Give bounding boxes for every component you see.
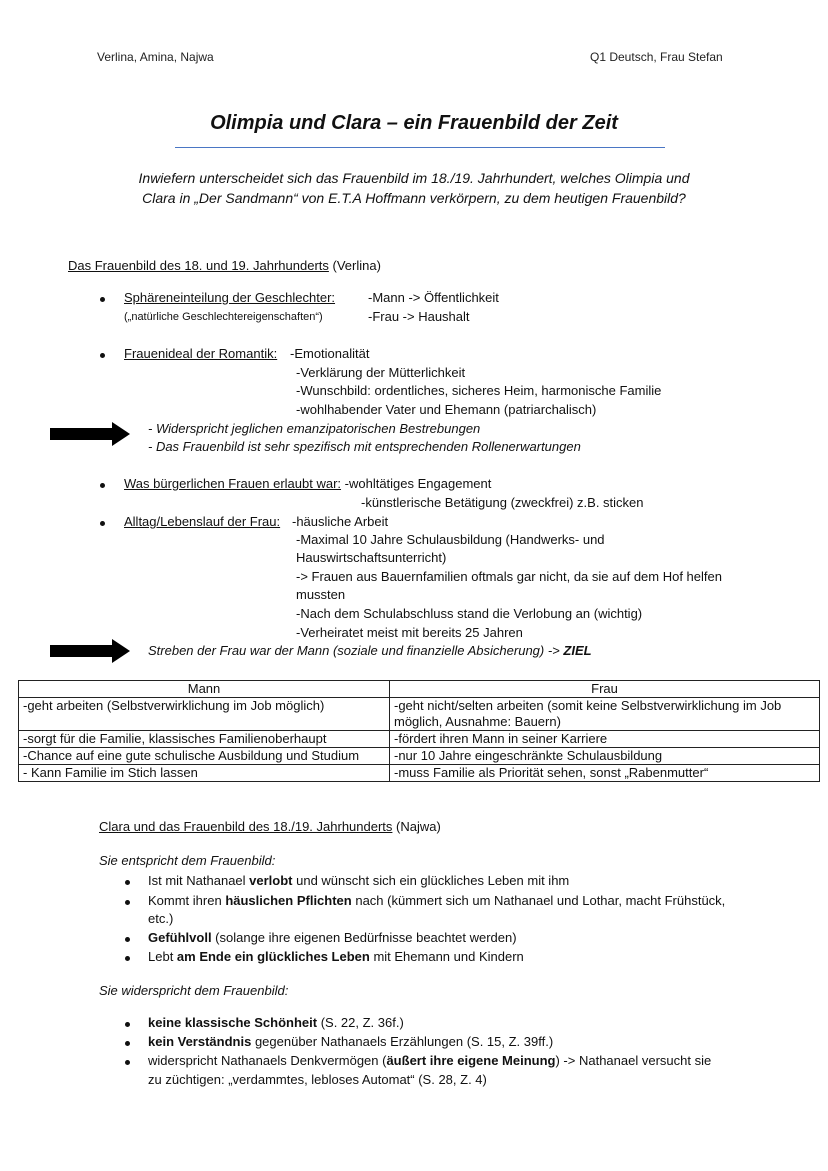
daily-line-6: -Nach dem Schulabschluss stand die Verlobung an (wichtig) [296, 606, 643, 621]
table-cell: -sorgt für die Familie, klassisches Familienoberhaupt [19, 731, 390, 748]
allowed-line-2: -künstlerische Betätigung (zweckfrei) z.B. sticken [361, 495, 644, 510]
section1-heading [68, 258, 381, 273]
contradicts-item-1 [148, 1015, 404, 1030]
item-bold: am Ende ein glückliches Leben [176, 949, 370, 964]
daily-line-3: Hauswirtschaftsunterricht) [296, 550, 447, 565]
bullet-icon [125, 1060, 130, 1065]
corresponds-item-4 [148, 949, 524, 964]
table-row [19, 698, 820, 731]
corresponds-item-3 [148, 930, 517, 945]
item-bold: kein Verständnis [148, 1034, 252, 1049]
table-cell: -Chance auf eine gute schulische Ausbildung und Studium [19, 748, 390, 765]
spheres-line-1: -Mann -> Öffentlichkeit [368, 290, 499, 305]
daily-line-7: -Verheiratet meist mit bereits 25 Jahren [296, 625, 523, 640]
bullet-icon [125, 1041, 130, 1046]
item-text: Lebt [148, 949, 177, 964]
contradicts-item-2 [148, 1034, 553, 1049]
item-text: und wünscht sich ein glückliches Leben mit ihm [292, 873, 570, 888]
item-bold: keine klassische Schönheit [148, 1015, 318, 1030]
comparison-table [18, 680, 820, 782]
item-text: ) -> Nathanael versucht sie [555, 1053, 712, 1068]
item-text: widerspricht Nathanaels Denkvermögen ( [148, 1053, 387, 1068]
spheres-line-2: -Frau -> Haushalt [368, 309, 470, 324]
conclusion1-line-2: - Das Frauenbild ist sehr spezifisch mit entsprechenden Rollenerwartungen [148, 439, 581, 454]
header-authors: Verlina, Amina, Najwa [97, 50, 214, 64]
item-bold: Gefühlvoll [148, 930, 212, 945]
item-text: Ist mit Nathanael [148, 873, 250, 888]
bullet-icon [125, 937, 130, 942]
bullet-icon [125, 880, 130, 885]
corresponds-item-2 [148, 893, 725, 908]
item-bold: äußert ihre eigene Meinung [386, 1053, 556, 1068]
ideal-line-2: -Verklärung der Mütterlichkeit [296, 365, 466, 380]
conclusion2-goal: ZIEL [563, 643, 592, 658]
table-cell: -muss Familie als Priorität sehen, sonst „Rabenmutter“ [390, 765, 820, 782]
right-arrow-icon [50, 422, 132, 446]
bullet-icon [125, 900, 130, 905]
contradicts-item-3 [148, 1053, 711, 1068]
table-header-row [19, 681, 820, 698]
table-header-mann: Mann [19, 681, 390, 698]
bullet-icon [100, 521, 105, 526]
table-row [19, 731, 820, 748]
bullet-icon [125, 956, 130, 961]
item-text: Kommt ihren [148, 893, 226, 908]
question-line-1: Inwiefern unterscheidet sich das Frauenbild im 18./19. Jahrhundert, welches Olimpia und [138, 170, 690, 186]
spheres-sublabel: („natürliche Geschlechtereigenschaften“) [124, 311, 323, 323]
ideal-line-1: -Emotionalität [290, 346, 370, 361]
ideal-line-4: -wohlhabender Vater und Ehemann (patriarchalisch) [296, 402, 597, 417]
conclusion1-line-1: - Widerspricht jeglichen emanzipatorischen Bestrebungen [148, 421, 481, 436]
ideal-label: Frauenideal der Romantik: [124, 346, 278, 361]
item-text: mit Ehemann und Kindern [369, 949, 524, 964]
section2-author: (Najwa) [396, 819, 441, 834]
corresponds-item-1 [148, 873, 569, 888]
conclusion2 [148, 643, 592, 658]
daily-line-1: -häusliche Arbeit [292, 514, 389, 529]
daily-line-5: mussten [296, 587, 346, 602]
item-text: (S. 22, Z. 36f.) [317, 1015, 404, 1030]
table-cell: -geht arbeiten (Selbstverwirklichung im Job möglich) [19, 698, 390, 731]
table-cell: -geht nicht/selten arbeiten (somit keine Selbstverwirklichung im Job möglich, Ausnahme: Bauern) [390, 698, 820, 731]
conclusion2-text: Streben der Frau war der Mann (soziale und finanzielle Absicherung) -> [148, 643, 560, 658]
page-title: Olimpia und Clara – ein Frauenbild der Zeit [210, 112, 618, 134]
contradicts-label: Sie widerspricht dem Frauenbild: [99, 983, 289, 998]
corresponds-item-2-cont: etc.) [148, 911, 174, 926]
table-header-frau: Frau [390, 681, 820, 698]
section2-title: Clara und das Frauenbild des 18./19. Jahrhunderts [99, 819, 393, 834]
bullet-icon [100, 483, 105, 488]
allowed-label: Was bürgerlichen Frauen erlaubt war: [124, 476, 342, 491]
ideal-line-3: -Wunschbild: ordentliches, sicheres Heim, harmonische Familie [296, 383, 662, 398]
section2-heading [99, 819, 441, 834]
section1-author: (Verlina) [332, 258, 381, 273]
section1-title: Das Frauenbild des 18. und 19. Jahrhunderts [68, 258, 329, 273]
item-text: gegenüber Nathanaels Erzählungen (S. 15, Z. 39ff.) [251, 1034, 554, 1049]
item-text: nach (kümmert sich um Nathanael und Lothar, macht Frühstück, [351, 893, 726, 908]
item-text: (solange ihre eigenen Bedürfnisse beachtet werden) [211, 930, 517, 945]
bullet-icon [100, 297, 105, 302]
table-cell: - Kann Familie im Stich lassen [19, 765, 390, 782]
table-cell: -nur 10 Jahre eingeschränkte Schulausbildung [390, 748, 820, 765]
table-cell: -fördert ihren Mann in seiner Karriere [390, 731, 820, 748]
daily-line-4: -> Frauen aus Bauernfamilien oftmals gar nicht, da sie auf dem Hof helfen [296, 569, 722, 584]
right-arrow-icon [50, 639, 132, 663]
contradicts-item-3-cont: zu züchtigen: „verdammtes, lebloses Automat“ (S. 28, Z. 4) [148, 1072, 487, 1087]
table-row [19, 765, 820, 782]
table-row [19, 748, 820, 765]
research-question [0, 168, 828, 208]
spheres-label: Sphäreneinteilung der Geschlechter: [124, 290, 336, 305]
bullet-icon [100, 353, 105, 358]
daily-label: Alltag/Lebenslauf der Frau: [124, 514, 281, 529]
allowed-line-1: -wohltätiges Engagement [344, 476, 492, 491]
bullet-icon [125, 1022, 130, 1027]
allowed-row [124, 476, 491, 491]
item-bold: häuslichen Pflichten [225, 893, 352, 908]
question-line-2: Clara in „Der Sandmann“ von E.T.A Hoffmann verkörpern, zu dem heutigen Frauenbild? [142, 190, 686, 206]
daily-line-2: -Maximal 10 Jahre Schulausbildung (Handwerks- und [296, 532, 605, 547]
corresponds-label: Sie entspricht dem Frauenbild: [99, 853, 276, 868]
header-course: Q1 Deutsch, Frau Stefan [590, 50, 723, 64]
title-underline [175, 147, 665, 148]
item-bold: verlobt [249, 873, 293, 888]
